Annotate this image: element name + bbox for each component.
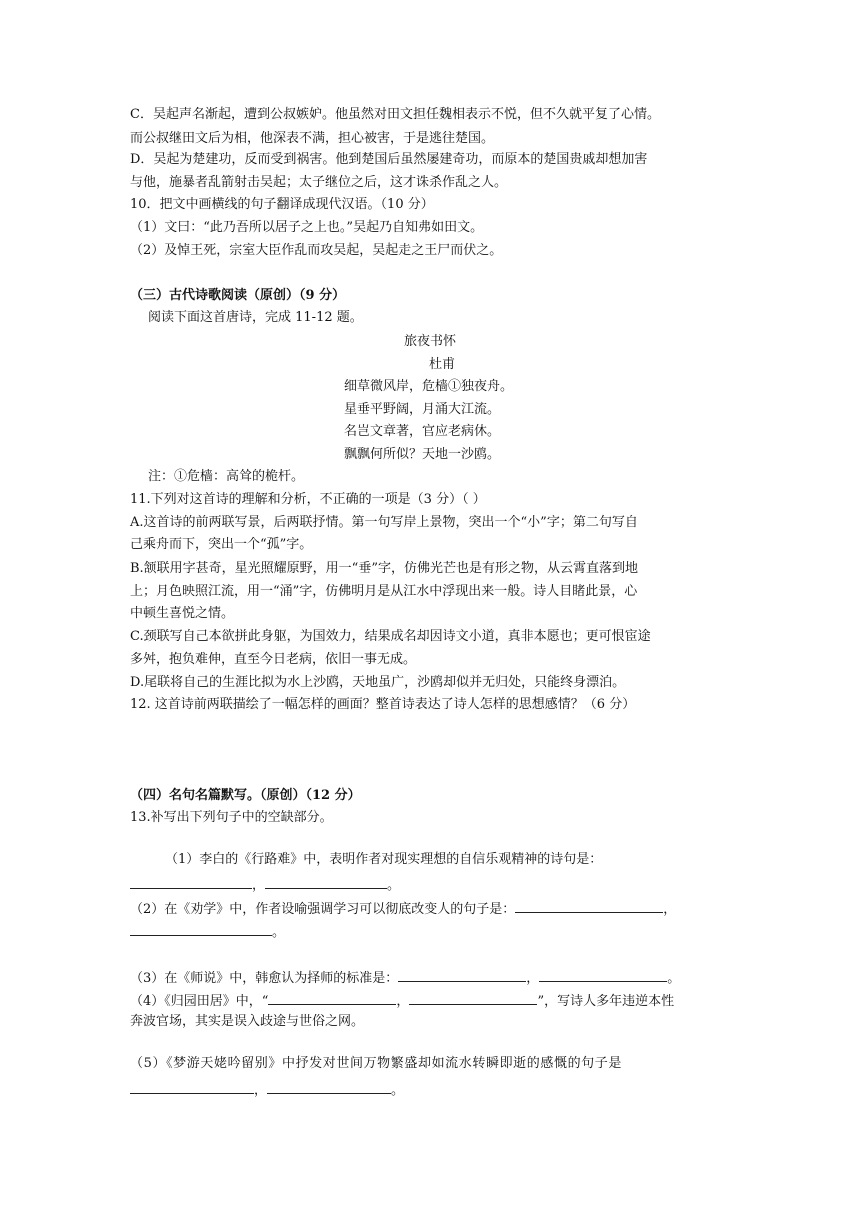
q11-option-c-line2: 多舛，抱负难伸，直至今日老病，依旧一事无成。 bbox=[130, 652, 417, 667]
q11-option-b-line2: 上；月色映照江流，用一“涌”字，仿佛明月是从江水中浮现出来一般。诗人目睹此景，心 bbox=[130, 584, 638, 599]
q12-stem: 12. 这首诗前两联描绘了一幅怎样的画面？整首诗表达了诗人怎样的思想感情？（6 分） bbox=[130, 697, 636, 712]
answer-blank[interactable] bbox=[130, 921, 272, 936]
q13-item3: （3）在《师说》中，韩愈认为择师的标准是： ， 。 bbox=[130, 967, 680, 988]
section3-heading: （三）古代诗歌阅读（原创）（9 分） bbox=[130, 288, 346, 303]
q11-option-b-line1: B.颔联用字甚奇，星光照耀原野，用一“垂”字，仿佛光芒也是有形之物，从云霄直落到地 bbox=[130, 561, 638, 576]
q11-option-d: D.尾联将自己的生涯比拟为水上沙鸥，天地虽广，沙鸥却似并无归处，只能终身漂泊。 bbox=[130, 675, 626, 690]
poem-author: 杜甫 bbox=[428, 357, 455, 372]
answer-blank[interactable] bbox=[130, 874, 252, 889]
q9-option-c-line2: 而公叔继田文后为相，他深表不满，担心被害，于是逃往楚国。 bbox=[130, 131, 495, 146]
q13-item1-blanks: ， 。 bbox=[130, 874, 400, 895]
q13-item5: （5）《梦游天姥吟留别》中抒发对世间万物繁盛却如流水转瞬即逝的感慨的句子是 bbox=[130, 1056, 622, 1071]
answer-blank[interactable] bbox=[268, 990, 396, 1005]
section4-heading: （四）名句名篇默写。（原创）（12 分） bbox=[130, 788, 361, 803]
q13-item4-line2: 奔波官场，其实是误入歧途与世俗之网。 bbox=[130, 1014, 365, 1029]
poem-line-3: 名岂文章著，官应老病休。 bbox=[344, 424, 501, 439]
poem-line-2: 星垂平野阔，月涌大江流。 bbox=[344, 402, 501, 417]
answer-blank[interactable] bbox=[130, 1079, 254, 1094]
poem-line-1: 细草微风岸，危樯①独夜舟。 bbox=[344, 379, 514, 394]
section3-intro: 阅读下面这首唐诗，完成 11-12 题。 bbox=[148, 310, 363, 325]
answer-blank[interactable] bbox=[515, 898, 663, 913]
q13-item5-blanks: ， 。 bbox=[130, 1079, 404, 1100]
q9-option-d-line2: 与他，施暴者乱箭射击吴起；太子继位之后，这才诛杀作乱之人。 bbox=[130, 175, 508, 190]
q13-item2: （2）在《劝学》中，作者设喻强调学习可以彻底改变人的句子是： ， bbox=[130, 898, 676, 919]
q9-option-c-line1: C．吴起声名渐起，遭到公叔嫉妒。他虽然对田文担任魏相表示不悦，但不久就平复了心情。 bbox=[130, 107, 660, 122]
q11-stem: 11.下列对这首诗的理解和分析，不正确的一项是（3 分）（ ） bbox=[130, 492, 486, 507]
q11-option-a-line2: 己乘舟而下，突出一个“孤”字。 bbox=[130, 537, 313, 552]
q10-stem: 10．把文中画横线的句子翻译成现代汉语。（10 分） bbox=[130, 197, 434, 212]
q10-item1: （1）文曰：“此乃吾所以居子之上也。”吴起乃自知弗如田文。 bbox=[130, 220, 484, 235]
answer-blank[interactable] bbox=[539, 967, 667, 982]
q11-option-a-line1: A.这首诗的前两联写景，后两联抒情。第一句写岸上景物，突出一个“小”字；第二句写自 bbox=[130, 515, 638, 530]
q13-stem: 13.补写出下列句子中的空缺部分。 bbox=[130, 810, 333, 825]
poem-line-4: 飘飘何所似？天地一沙鸥。 bbox=[344, 447, 501, 462]
q11-option-b-line3: 中顿生喜悦之情。 bbox=[130, 606, 235, 621]
poem-note: 注：①危樯：高耸的桅杆。 bbox=[148, 469, 305, 484]
answer-blank[interactable] bbox=[398, 967, 526, 982]
answer-blank[interactable] bbox=[409, 990, 537, 1005]
poem-title: 旅夜书怀 bbox=[403, 334, 456, 349]
q10-item2: （2）及悼王死，宗室大臣作乱而攻吴起，吴起走之王尸而伏之。 bbox=[130, 243, 503, 258]
q13-item1: （1）李白的《行路难》中，表明作者对现实理想的自信乐观精神的诗句是： bbox=[165, 852, 603, 867]
q13-item4: （4）《归园田居》中，“ ， ”，写诗人多年违逆本性 bbox=[130, 990, 674, 1011]
answer-blank[interactable] bbox=[267, 1079, 391, 1094]
q13-item2-blanks: 。 bbox=[130, 921, 285, 942]
q11-option-c-line1: C.颈联写自己本欲拼此身躯，为国效力，结果成名却因诗文小道，真非本愿也；更可恨宦途 bbox=[130, 629, 651, 644]
q9-option-d-line1: D．吴起为楚建功，反而受到祸害。他到楚国后虽然屡建奇功，而原本的楚国贵戚却想加害 bbox=[130, 152, 648, 167]
answer-blank[interactable] bbox=[265, 874, 387, 889]
